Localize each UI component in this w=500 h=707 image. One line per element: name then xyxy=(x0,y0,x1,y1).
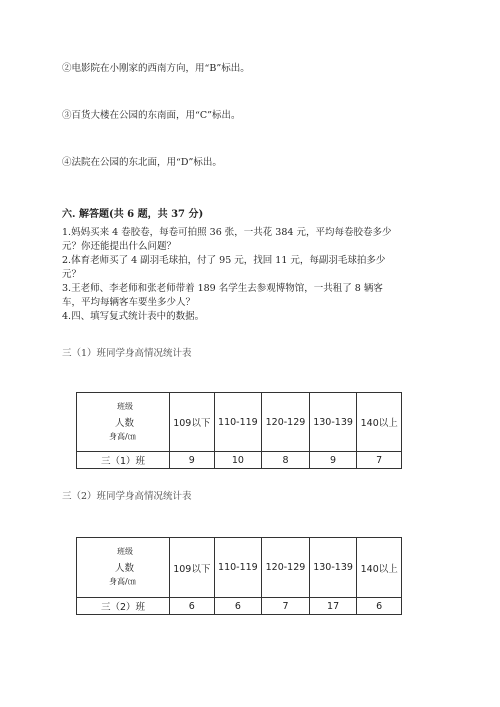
row-label: 三（2）班 xyxy=(77,598,170,615)
diag-label-class: 班级 xyxy=(117,547,133,556)
column-header: 140以上 xyxy=(357,393,402,452)
column-header: 110-119 xyxy=(214,538,262,598)
table-cell: 8 xyxy=(262,452,310,469)
table-cell: 9 xyxy=(309,452,357,469)
column-header: 110-119 xyxy=(214,393,262,452)
diagonal-header-cell xyxy=(77,393,170,452)
table-cell: 17 xyxy=(309,598,357,615)
problem-line: 1.妈妈买来 4 卷胶卷，每卷可拍照 36 张，一共花 384 元，平均每卷胶卷多少 xyxy=(62,227,392,238)
table-row xyxy=(77,598,402,615)
column-header: 109以下 xyxy=(170,393,215,452)
diag-label-height: 身高/㎝ xyxy=(109,432,136,441)
table-cell: 6 xyxy=(170,598,215,615)
table-cell: 6 xyxy=(214,598,262,615)
table-header-row xyxy=(77,393,402,452)
diag-label-count: 人数 xyxy=(115,418,135,429)
section-title: 六. 解答题(共 6 题，共 37 分) xyxy=(62,209,204,220)
table-cell: 10 xyxy=(214,452,262,469)
table-header-row xyxy=(77,538,402,598)
problem-line: 4.四、填写复式统计表中的数据。 xyxy=(62,311,205,322)
column-header: 120-129 xyxy=(262,538,310,598)
table-cell: 6 xyxy=(357,598,402,615)
problem-line: 元？你还能提出什么问题？ xyxy=(62,241,177,252)
question-2: ②电影院在小刚家的西南方向，用“B”标出。 xyxy=(62,63,250,74)
height-stats-table-1 xyxy=(76,392,402,469)
problem-line: 车，平均每辆客车要坐多少人？ xyxy=(62,297,196,308)
diag-label-height: 身高/㎝ xyxy=(109,577,136,586)
table-cell: 9 xyxy=(170,452,215,469)
problem-line: 2.体育老师买了 4 副羽毛球拍，付了 95 元，找回 11 元，每副羽毛球拍多少 xyxy=(62,255,386,266)
problem-line: 3.王老师、李老师和张老师带着 189 名学生去参观博物馆，一共租了 8 辆客 xyxy=(62,283,383,294)
diag-label-class: 班级 xyxy=(117,402,133,411)
column-header: 130-139 xyxy=(309,393,357,452)
height-stats-table-2 xyxy=(76,537,402,615)
problem-line: 元？ xyxy=(62,269,82,280)
column-header: 140以上 xyxy=(357,538,402,598)
table-cell: 7 xyxy=(262,598,310,615)
table-row xyxy=(77,452,402,469)
question-3: ③百货大楼在公园的东南面，用“C”标出。 xyxy=(62,110,241,121)
column-header: 120-129 xyxy=(262,393,310,452)
table-caption: 三（1）班同学身高情况统计表 xyxy=(62,348,192,359)
column-header: 130-139 xyxy=(309,538,357,598)
diagonal-header-cell xyxy=(77,538,170,598)
column-header: 109以下 xyxy=(170,538,215,598)
row-label: 三（1）班 xyxy=(77,452,170,469)
question-4: ④法院在公园的东北面，用“D”标出。 xyxy=(62,157,222,168)
diag-label-count: 人数 xyxy=(115,563,135,574)
table-cell: 7 xyxy=(357,452,402,469)
table-caption: 三（2）班同学身高情况统计表 xyxy=(62,491,192,502)
